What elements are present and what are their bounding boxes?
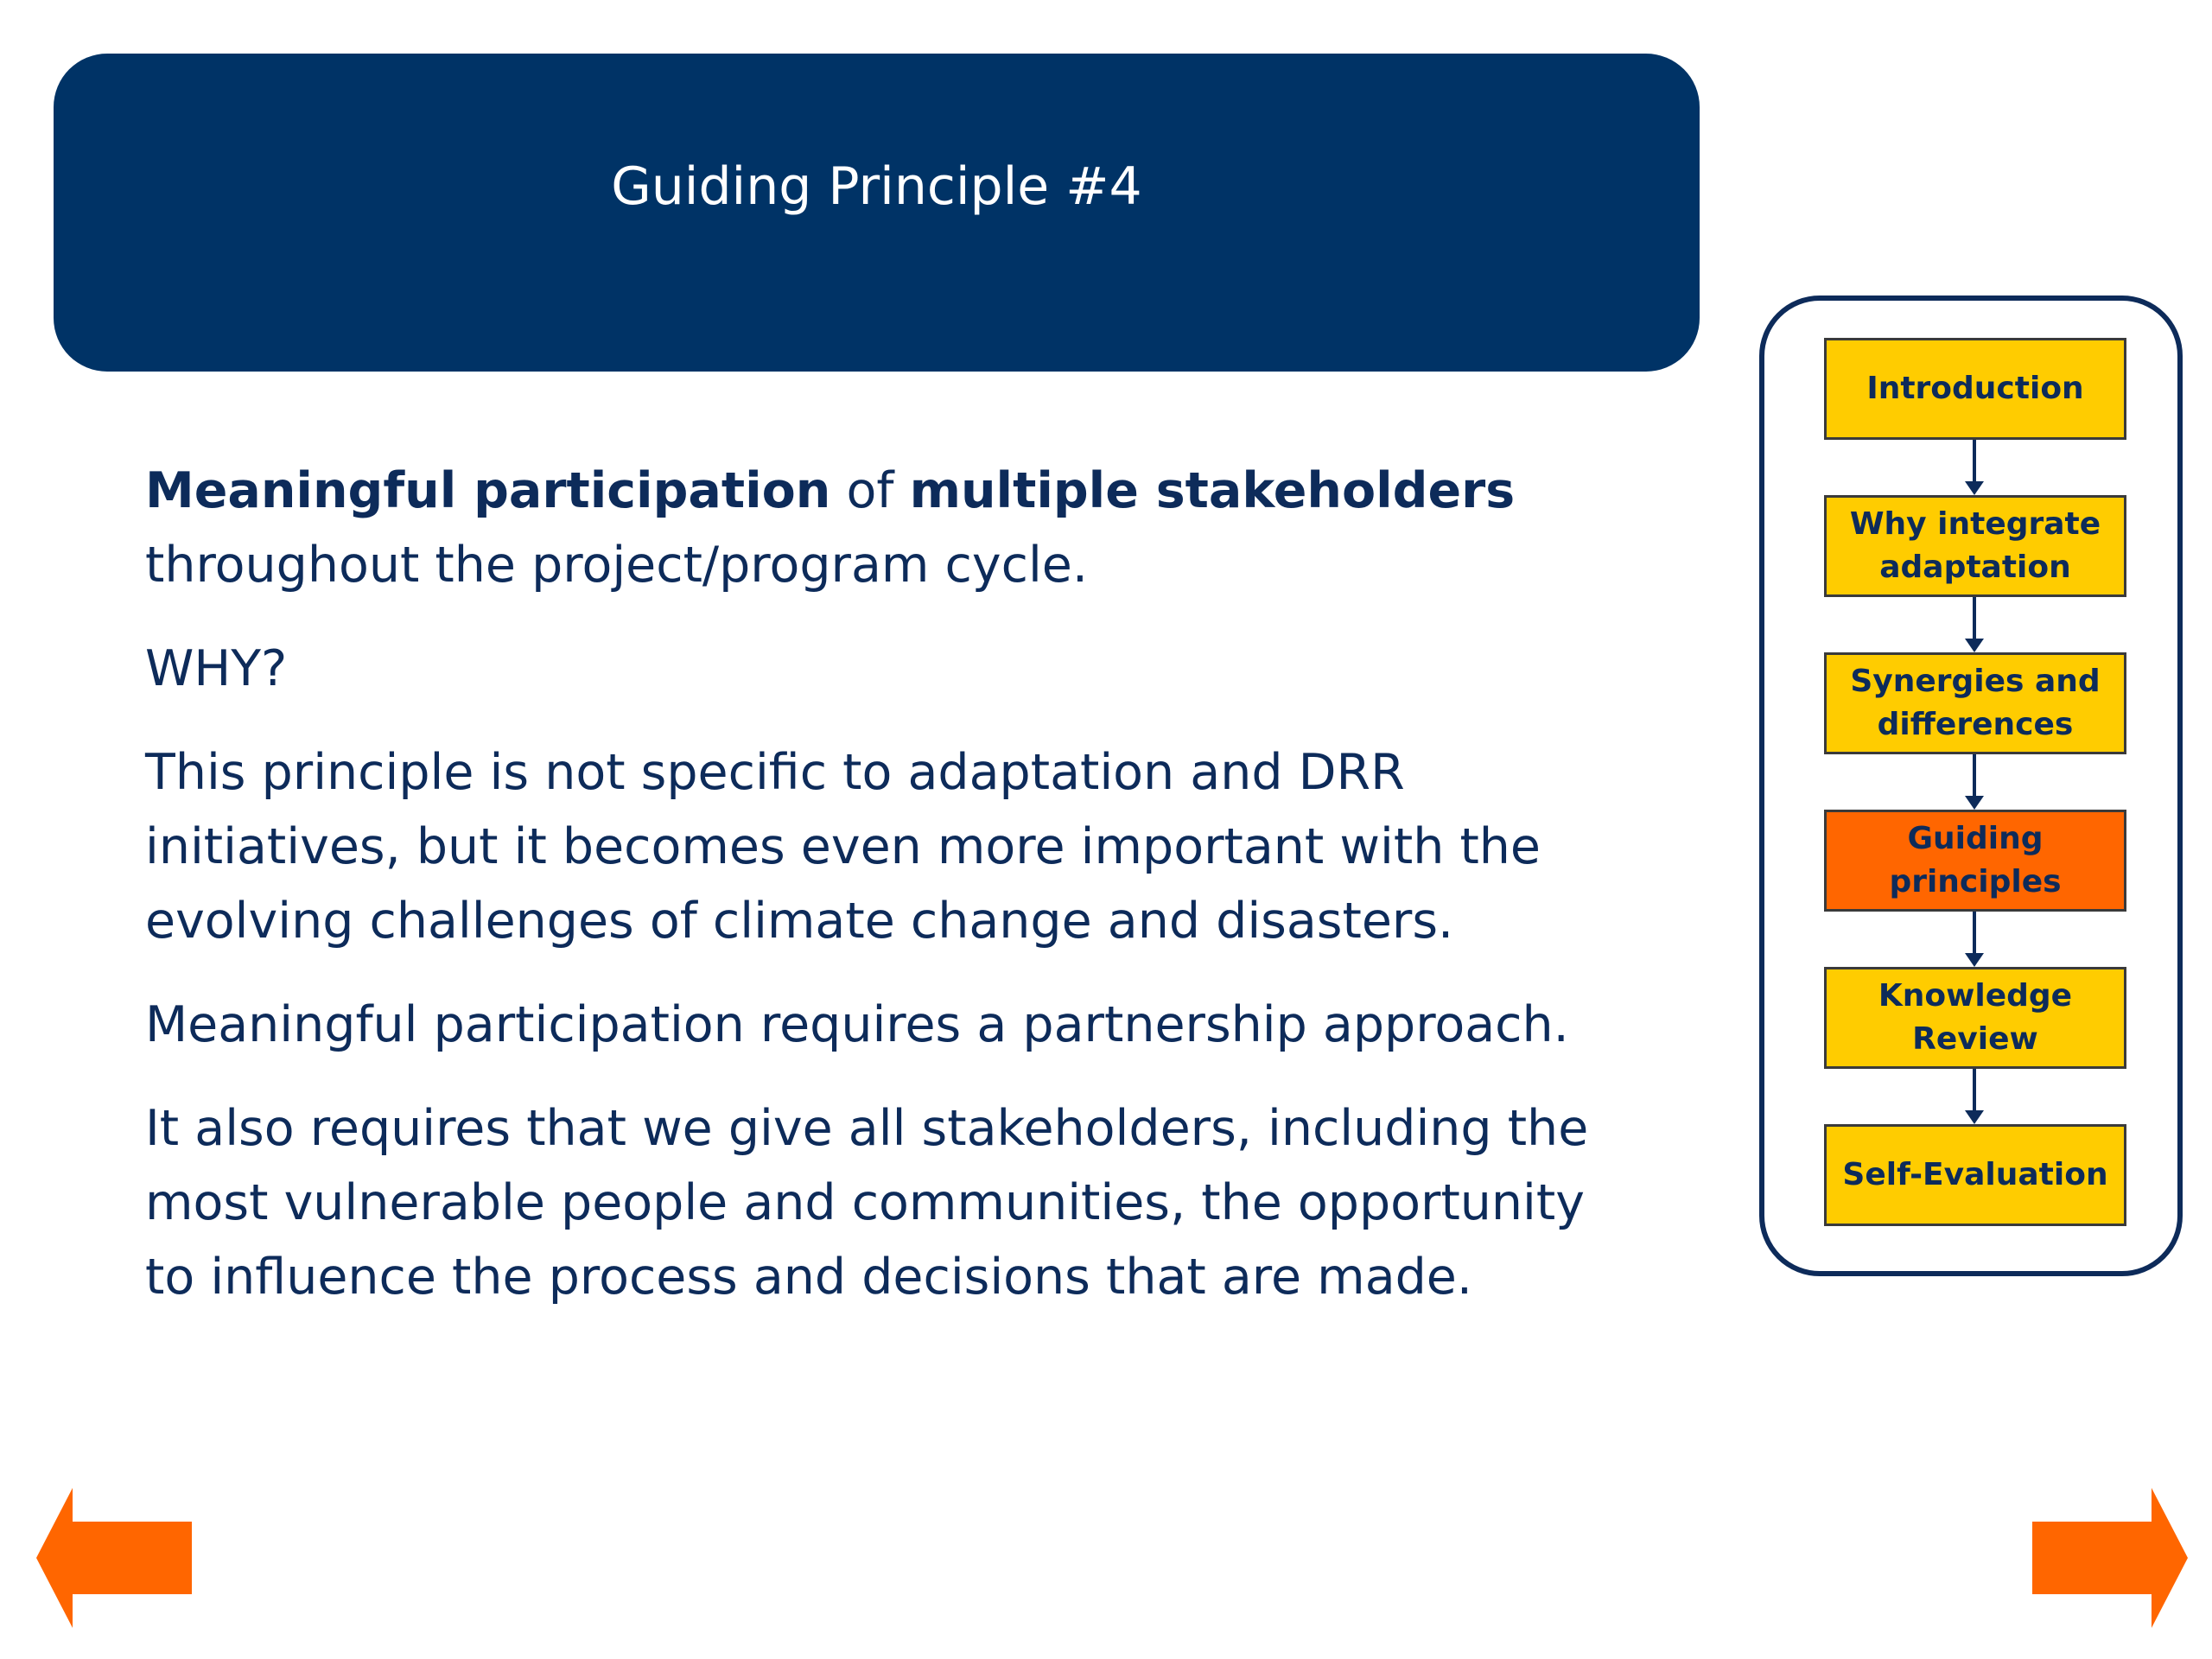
principle-statement <box>145 454 1649 602</box>
page-title: Guiding Principle #4 <box>611 156 1142 217</box>
why-heading: WHY? <box>145 640 288 697</box>
statement-text-2: throughout the project/program cycle. <box>145 537 1088 594</box>
nav-item-self-evaluation[interactable]: Self-Evaluation <box>1824 1124 2126 1226</box>
title-banner <box>54 54 1700 372</box>
nav-connector-4 <box>1973 912 1976 963</box>
nav-item-guiding-principles[interactable]: Guiding principles <box>1824 810 2126 912</box>
nav-connector-5 <box>1973 1069 1976 1121</box>
paragraph-specificity: This principle is not specific to adaptation and DRR initiatives, but it becomes even more important with the evolving challenges of climate change and disasters. <box>145 744 1541 950</box>
arrow-left-icon <box>36 1488 192 1628</box>
statement-text-1: of <box>830 462 910 519</box>
statement-bold-2: multiple stakeholders <box>909 462 1516 519</box>
nav-connector-1 <box>1973 440 1976 492</box>
nav-item-why-integrate-adaptation[interactable]: Why integrate adaptation <box>1824 495 2126 597</box>
next-button[interactable] <box>2032 1488 2188 1628</box>
paragraph-partnership: Meaningful participation requires a partnership approach. <box>145 996 1569 1053</box>
content-body <box>145 454 1649 1344</box>
back-button[interactable] <box>36 1488 192 1628</box>
nav-item-introduction[interactable]: Introduction <box>1824 338 2126 440</box>
statement-bold-1: Meaningful participation <box>145 462 831 519</box>
nav-item-knowledge-review[interactable]: Knowledge Review <box>1824 967 2126 1069</box>
nav-connector-3 <box>1973 754 1976 806</box>
nav-item-synergies-and-differences[interactable]: Synergies and differences <box>1824 652 2126 754</box>
arrow-right-icon <box>2032 1488 2188 1628</box>
paragraph-vulnerable: It also requires that we give all stakeholders, including the most vulnerable people and communities, the opportunity to influence the process and decisions that are made. <box>145 1100 1589 1306</box>
nav-connector-2 <box>1973 597 1976 649</box>
